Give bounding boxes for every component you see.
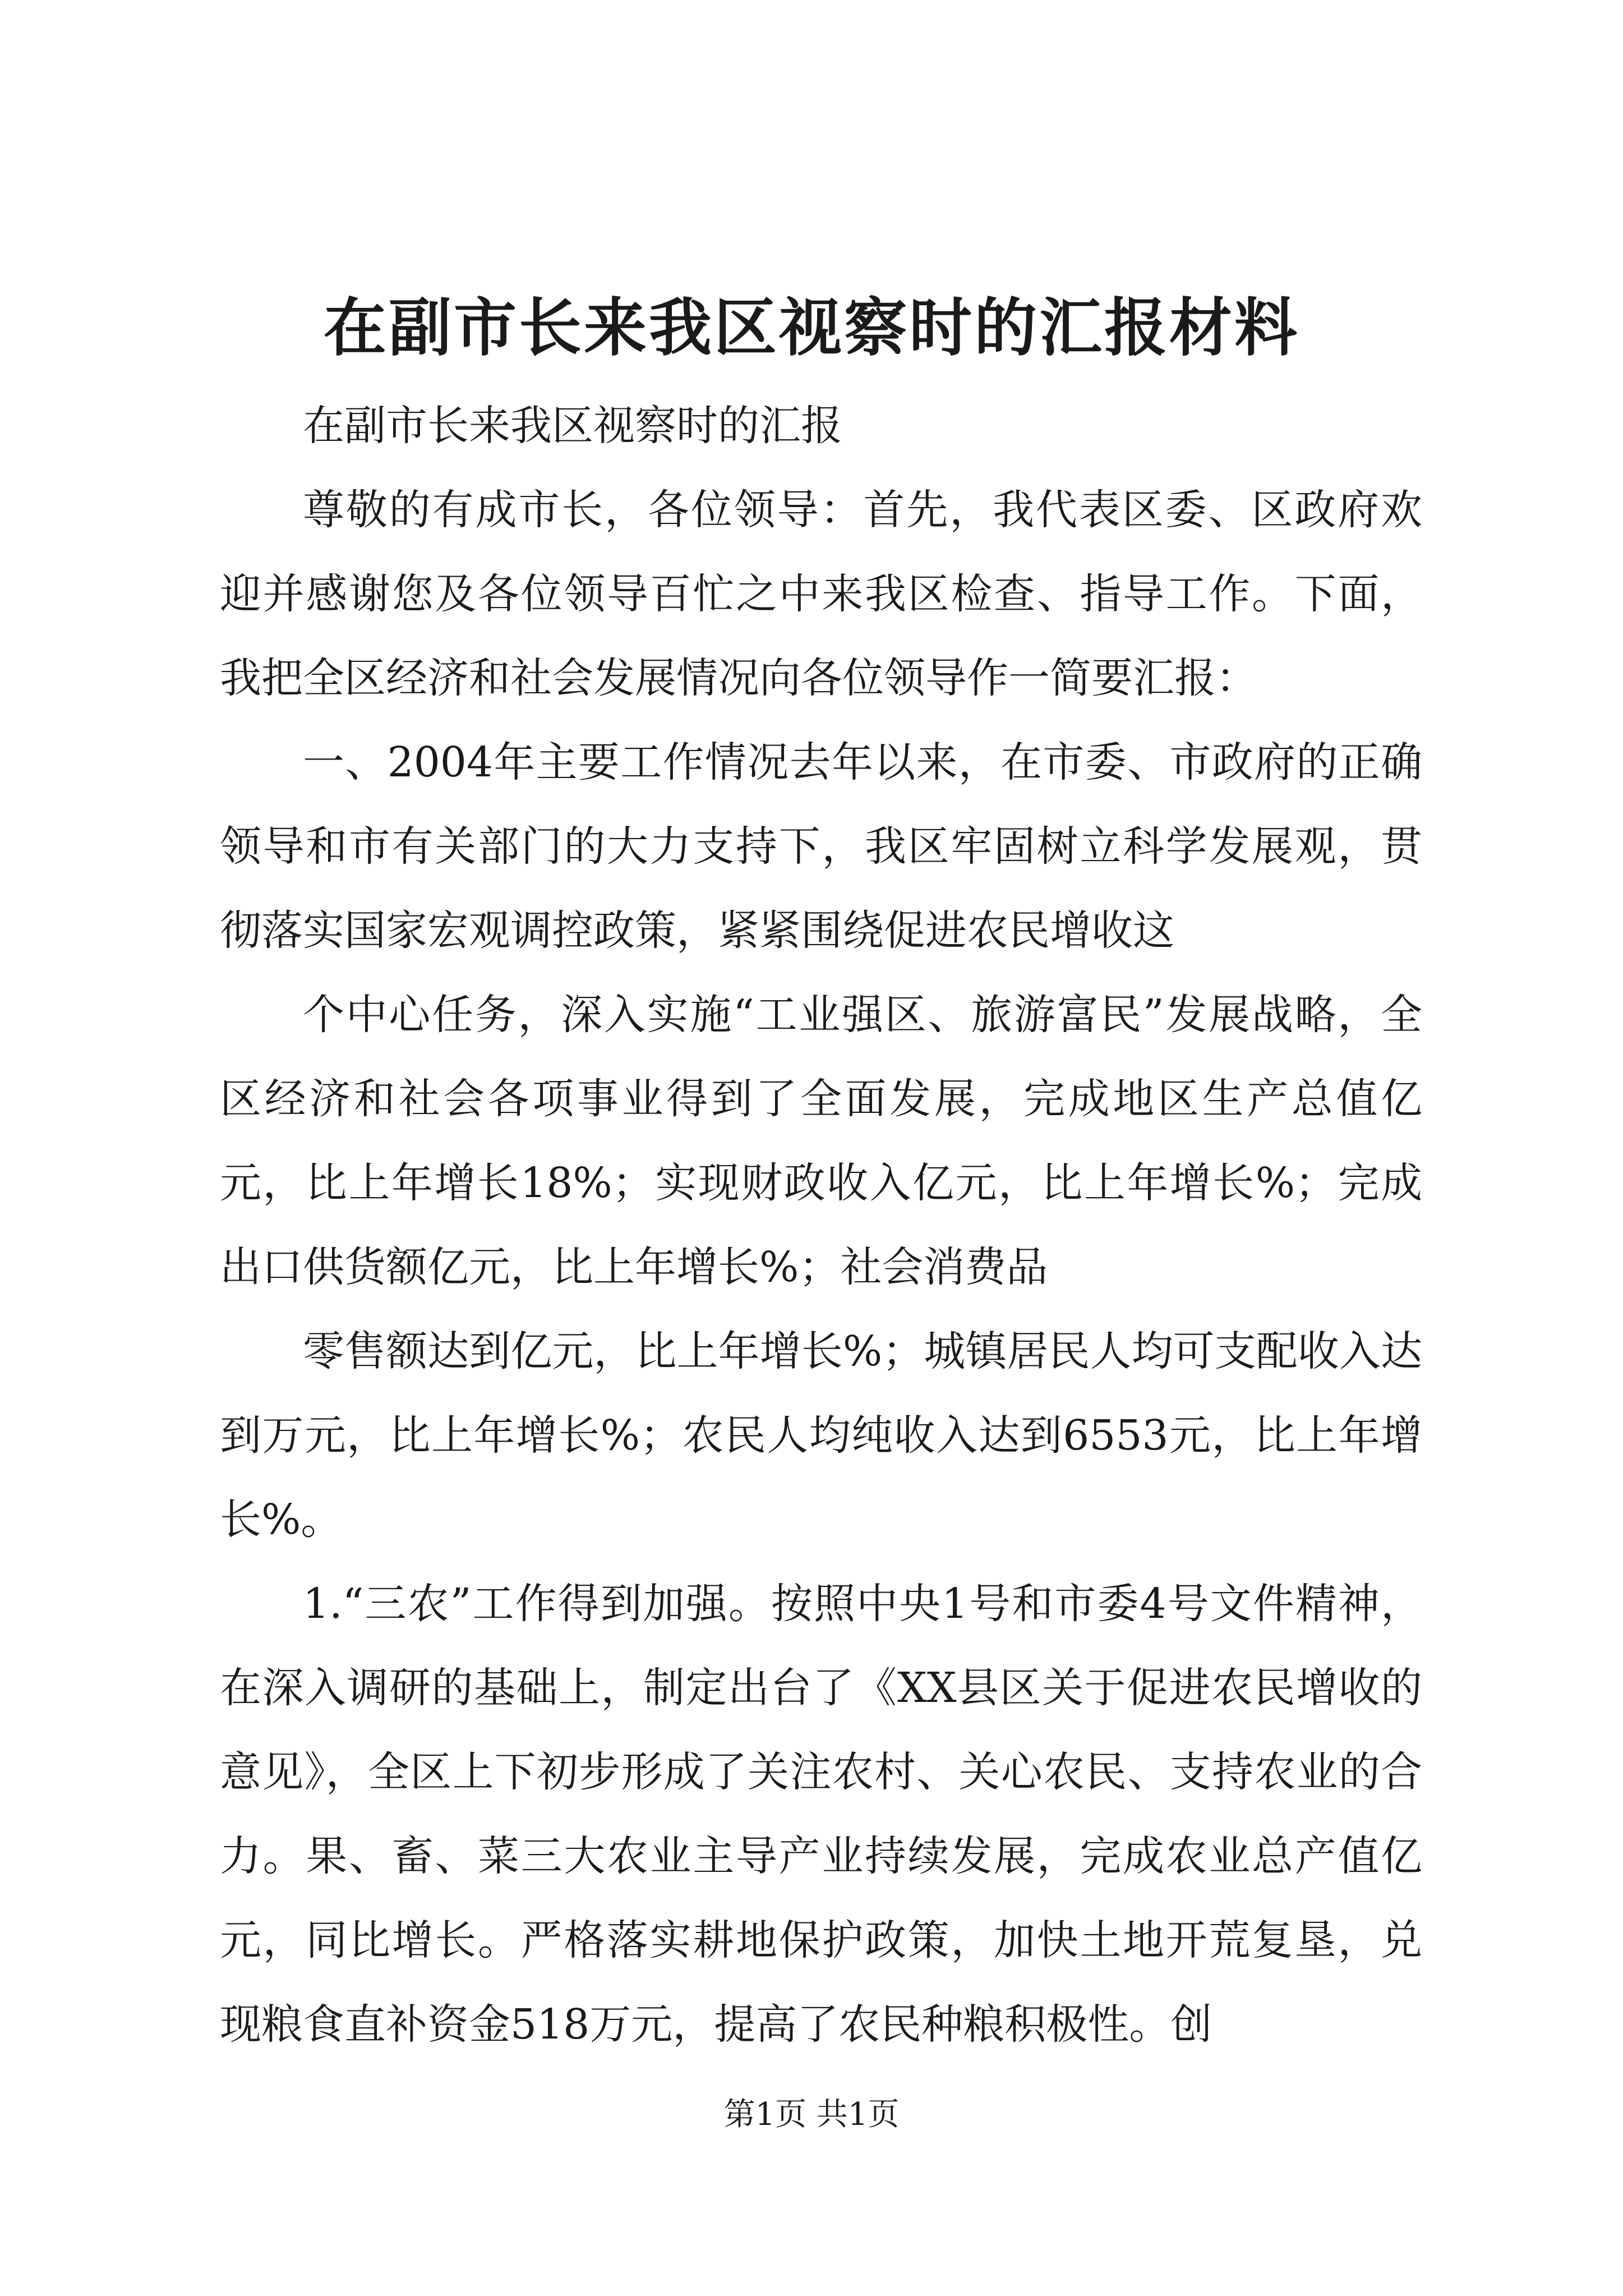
document-title: 在副市长来我区视察时的汇报材料	[324, 291, 1299, 365]
paragraph-subtitle: 在副市长来我区视察时的汇报	[303, 402, 842, 450]
paragraph-section-one: 一、2004年主要工作情况去年以来，在市委、市政府的正确领导和市有关部门的大力支持下，我区牢固树立科学发展观，贯彻落实国家宏观调控政策，紧紧围绕促进农民增收这	[220, 738, 1422, 955]
paragraph-retail: 零售额达到亿元，比上年增长%；城镇居民人均可支配收入达到万元，比上年增长%；农民人均纯收入达到6553元，比上年增长%。	[220, 1327, 1422, 1544]
paragraph-strategy: 个中心任务，深入实施“工业强区、旅游富民”发展战略，全区经济和社会各项事业得到了全面发展，完成地区生产总值亿元，比上年增长18%；实现财政收入亿元，比上年增长%；完成出口供货额亿元，比上年增长%；社会消费品	[220, 991, 1422, 1291]
document-body	[220, 384, 1422, 2067]
page-footer: 第1页 共1页	[723, 2096, 900, 2133]
paragraph-greeting: 尊敬的有成市长，各位领导：首先，我代表区委、区政府欢迎并感谢您及各位领导百忙之中来我区检查、指导工作。下面，我把全区经济和社会发展情况向各位领导作一简要汇报：	[220, 486, 1422, 702]
paragraph-sannong: 1.“三农”工作得到加强。按照中央1号和市委4号文件精神，在深入调研的基础上，制定出台了《XX县区关于促进农民增收的意见》，全区上下初步形成了关注农村、关心农民、支持农业的合力。果、畜、菜三大农业主导产业持续发展，完成农业总产值亿元，同比增长。严格落实耕地保护政策，加快土地开荒复垦，兑现粮食直补资金518万元，提高了农民种粮积极性。创	[220, 1580, 1422, 2049]
